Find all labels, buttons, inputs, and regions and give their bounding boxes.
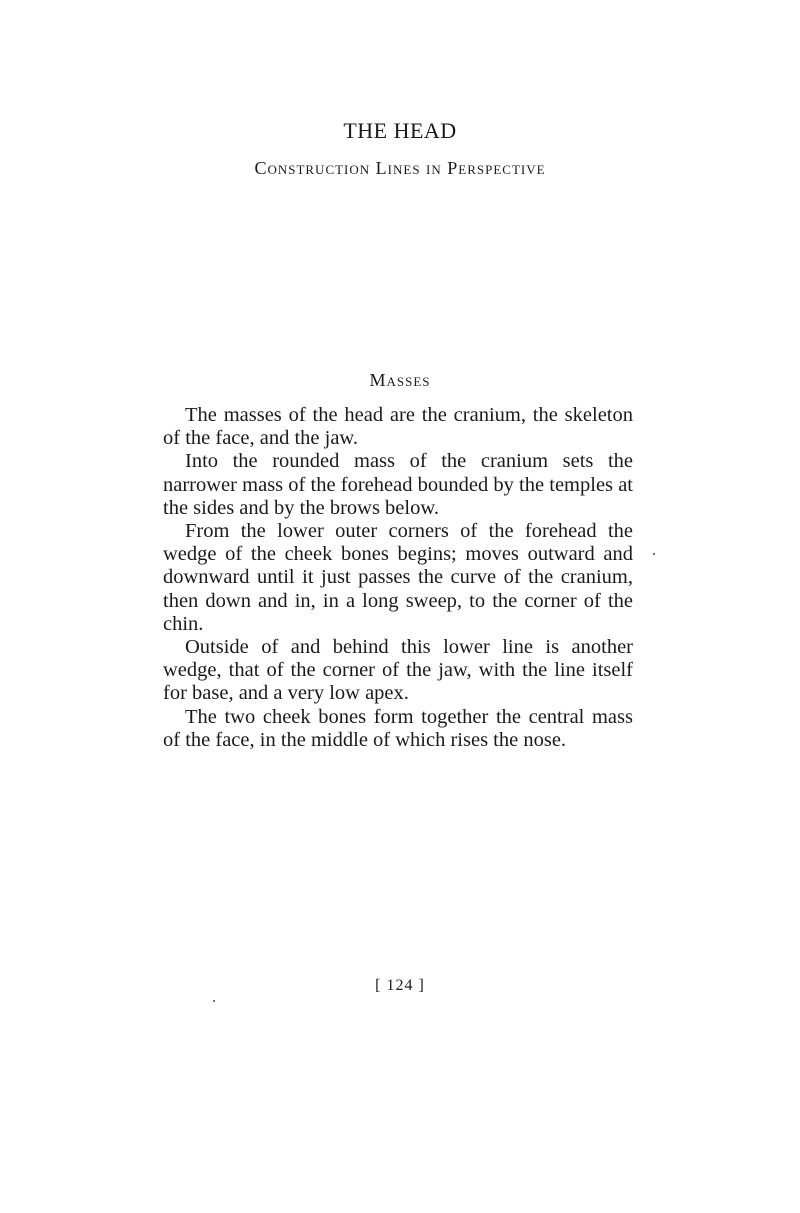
print-speck [213, 1000, 215, 1002]
print-speck [653, 553, 655, 555]
paragraph: The masses of the head are the cranium, the skeleton of the face, and the jaw. [163, 404, 633, 450]
page-title: THE HEAD [343, 118, 457, 143]
paragraph: Outside of and behind this lower line is another wedge, that of the corner of the jaw, with the line itself for base, and a very low apex. [163, 636, 633, 705]
page-number: [ 124 ] [375, 977, 425, 994]
body-text [163, 404, 633, 752]
section-heading: Masses [369, 370, 431, 390]
paragraph: The two cheek bones form together the central mass of the face, in the middle of which rises the nose. [163, 705, 633, 751]
page-subtitle: Construction Lines in Perspective [254, 158, 546, 178]
paragraph: Into the rounded mass of the cranium sets the narrower mass of the forehead bounded by the temples at the sides and by the brows below. [163, 450, 633, 519]
paragraph: From the lower outer corners of the forehead the wedge of the cheek bones begins; moves outward and downward until it just passes the curve of the cranium, then down and in, in a long sweep, to the corner of the chin. [163, 520, 633, 635]
